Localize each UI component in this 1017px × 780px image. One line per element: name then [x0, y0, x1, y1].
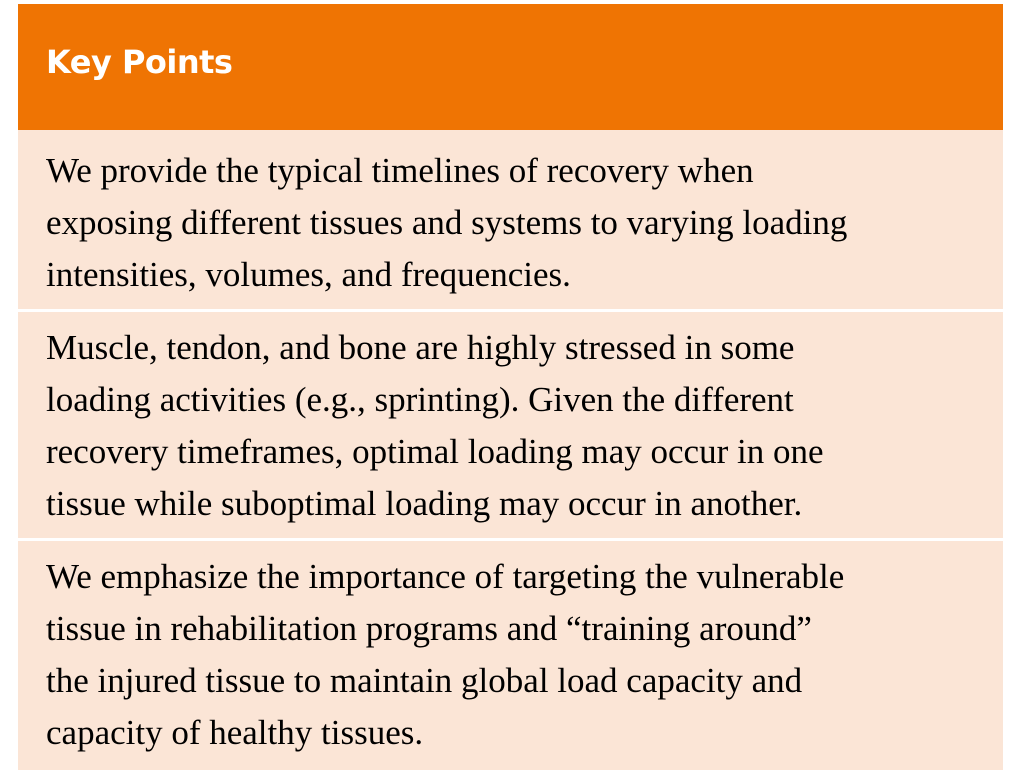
row-divider — [18, 538, 1003, 541]
key-points-title: Key Points — [46, 43, 233, 81]
key-point-1: We provide the typical timelines of recovery when exposing different tissues and systems to varying loading intensities, volumes, and frequencies. — [46, 151, 848, 294]
key-points-header — [18, 4, 1003, 130]
key-point-2: Muscle, tendon, and bone are highly stressed in some loading activities (e.g., sprinting). Given the different recovery timeframes, optimal loading may occur in one tissue while suboptimal loading may occur in another. — [46, 328, 824, 523]
row-divider — [18, 309, 1003, 312]
key-points-box — [18, 4, 1003, 770]
key-point-3: We emphasize the importance of targeting the vulnerable tissue in rehabilitation programs and “training around” the injured tissue to maintain global load capacity and capacity of healthy tissues. — [46, 557, 845, 752]
